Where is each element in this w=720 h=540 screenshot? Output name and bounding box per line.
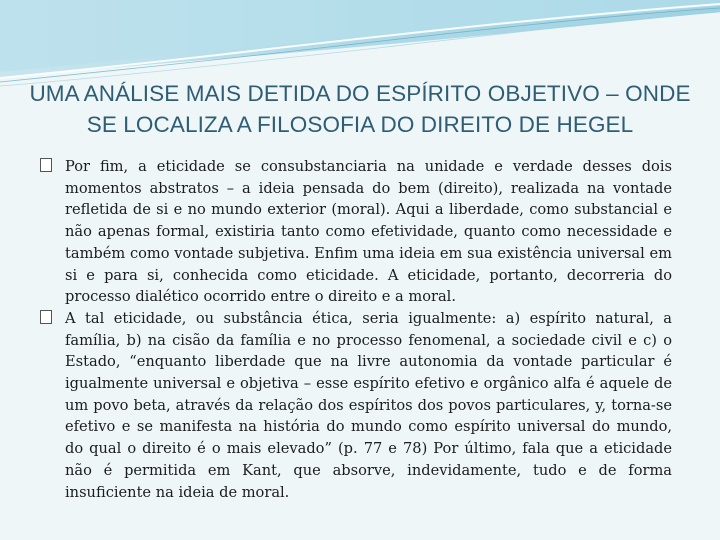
square-bullet-icon xyxy=(40,158,52,172)
bullet-text: A tal eticidade, ou substância ética, seria igualmente: a) espírito natural, a família, b) na cisão da família e no processo fenomenal, a sociedade civil e c) o Estado, “enquanto liberdade que na livre autonomia da vontade particular é igualmente universal e objetiva – esse espírito efetivo e orgânico alfa é aquele de um povo beta, através da relação dos espíritos dos povos particulares, y, torna-se efetivo e se manifesta na história do mundo como espírito universal do mundo, do qual o direito é o mais elevado” (p. 77 e 78) Por último, fala que a eticidade não é permitida em Kant, que absorve, indevidamente, tudo e de forma insuficiente na ideia de moral. xyxy=(65,309,672,501)
decorative-wave-header xyxy=(0,0,720,90)
square-bullet-icon xyxy=(40,310,52,324)
slide-body xyxy=(40,156,672,503)
bullet-item xyxy=(40,308,672,503)
bullet-text: Por fim, a eticidade se consubstanciaria na unidade e verdade desses dois momentos abstratos – a ideia pensada do bem (direito), realizada na vontade refletida de si e no mundo exterior (moral). Aqui a liberdade, como substancial e não apenas formal, existiria tanto como efetividade, quanto como necessidade e também como vontade subjetiva. Enfim uma ideia em sua existência universal em si e para si, conhecida como eticidade. A eticidade, portanto, decorreria do processo dialético ocorrido entre o direito e a moral. xyxy=(65,158,672,306)
bullet-item xyxy=(40,156,672,308)
slide-title: UMA ANÁLISE MAIS DETIDA DO ESPÍRITO OBJETIVO – ONDE SE LOCALIZA A FILOSOFIA DO DIREITO DE HEGEL xyxy=(29,81,691,137)
